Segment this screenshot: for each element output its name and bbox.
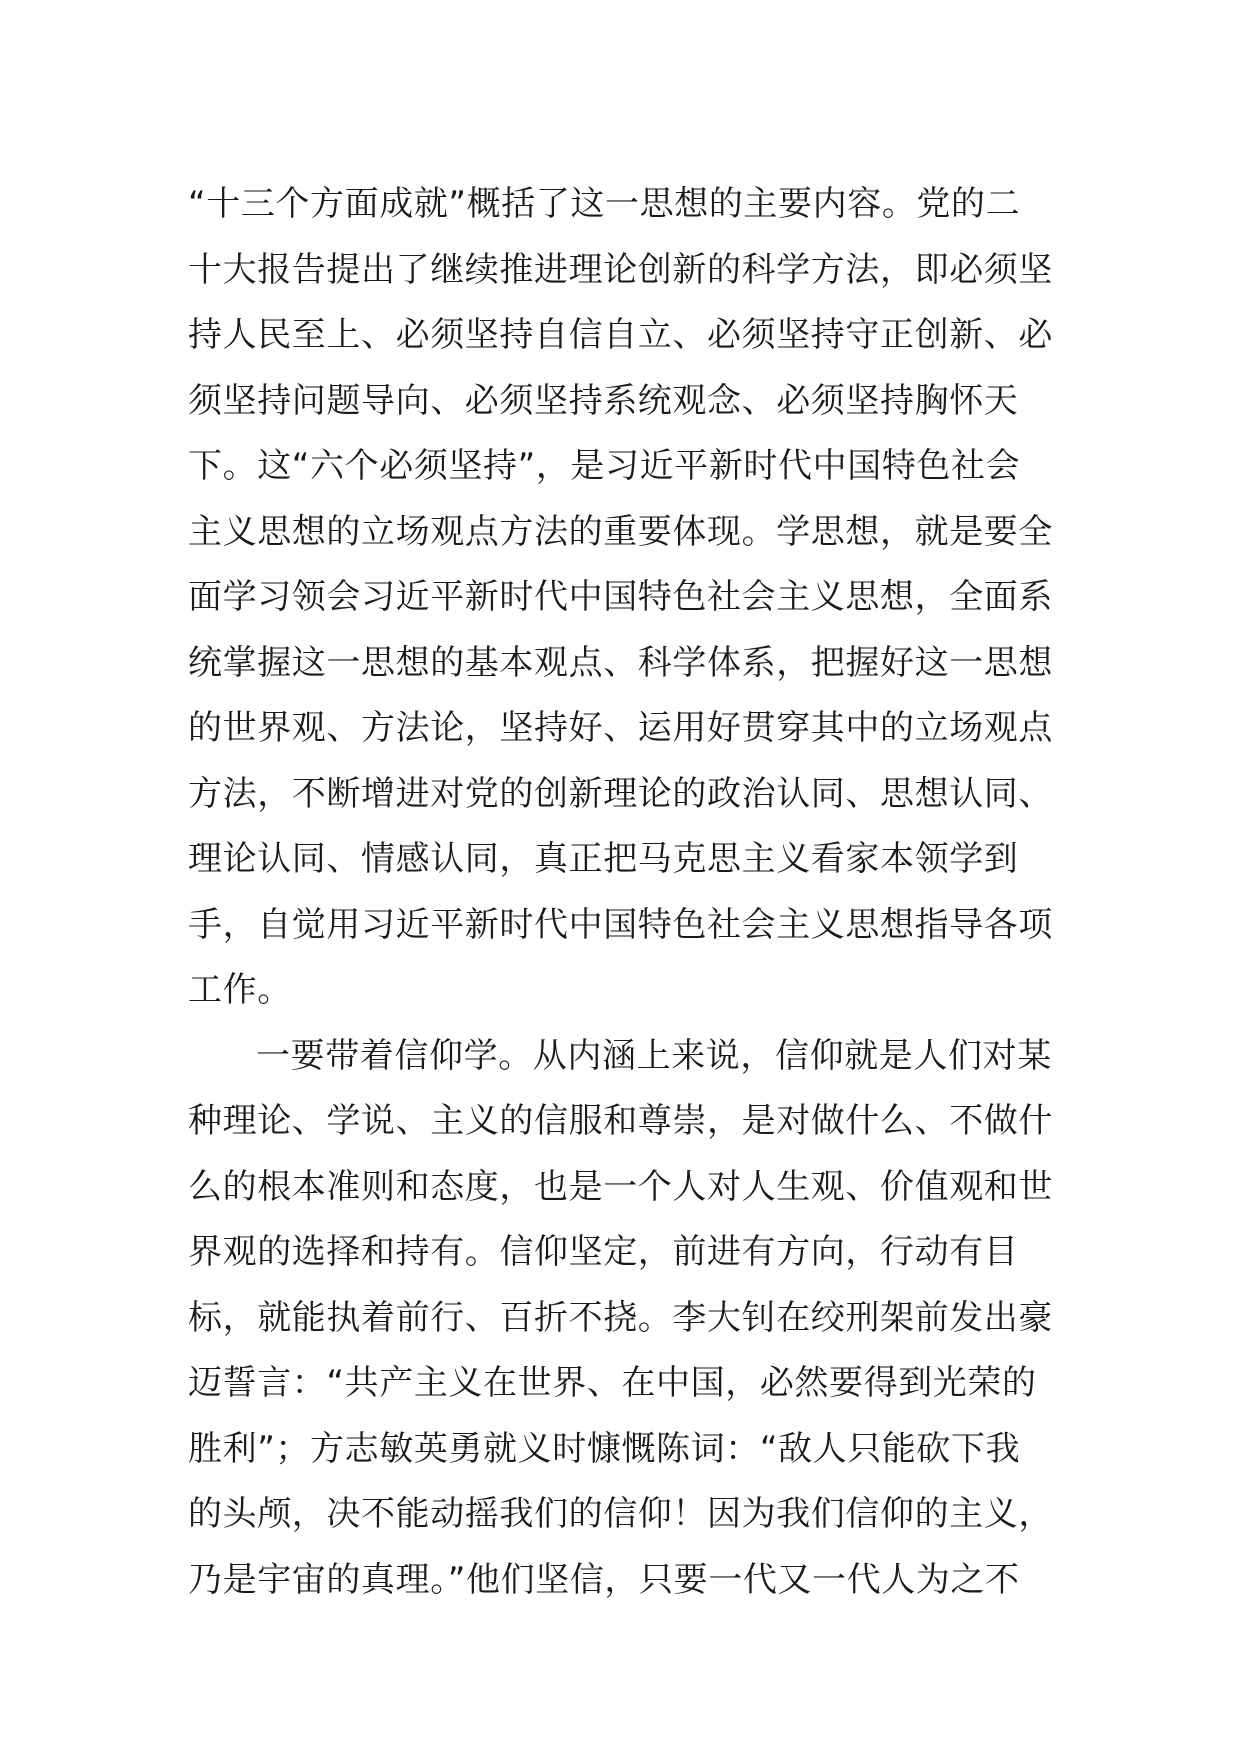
body-text	[188, 172, 1060, 1613]
text-line: 一要带着信仰学。从内涵上来说，信仰就是人们对某	[256, 1035, 1052, 1076]
text-line: 标，就能执着前行、百折不挠。李大钊在绞刑架前发出豪	[188, 1297, 1053, 1338]
text-line: 下。这“六个必须坚持”，是习近平新时代中国特色社会	[188, 446, 1021, 486]
text-line: 乃是宇宙的真理。”他们坚信，只要一代又一代人为之不	[188, 1559, 1020, 1600]
text-line: 迈誓言：“共产主义在世界、在中国，必然要得到光荣的	[188, 1363, 1037, 1403]
paragraph-1	[188, 172, 1060, 1024]
text-line: 胜利”；方志敏英勇就义时慷慨陈词：“敌人只能砍下我	[188, 1428, 1021, 1469]
text-line: 须坚持问题导向、必须坚持系统观念、必须坚持胸怀天	[188, 380, 1019, 421]
text-line: 面学习领会习近平新时代中国特色社会主义思想，全面系	[188, 577, 1053, 617]
text-line: 统掌握这一思想的基本观点、科学体系，把握好这一思想	[188, 642, 1053, 683]
text-line: 的世界观、方法论，坚持好、运用好贯穿其中的立场观点	[188, 708, 1053, 748]
text-line: 方法，不断增进对党的创新理论的政治认同、思想认同、	[188, 773, 1053, 814]
text-line: 界观的选择和持有。信仰坚定，前进有方向，行动有目	[188, 1232, 1019, 1272]
text-line: 手，自觉用习近平新时代中国特色社会主义思想指导各项	[188, 904, 1053, 945]
text-line: 么的根本准则和态度，也是一个人对人生观、价值观和世	[188, 1166, 1053, 1207]
text-line: 种理论、学说、主义的信服和尊崇，是对做什么、不做什	[188, 1101, 1053, 1141]
text-line: 工作。	[188, 970, 292, 1010]
text-line: 持人民至上、必须坚持自信自立、必须坚持守正创新、必	[188, 315, 1053, 355]
paragraph-2	[188, 1024, 1060, 1614]
text-line: 理论认同、情感认同，真正把马克思主义看家本领学到	[188, 839, 1019, 879]
text-line: 十大报告提出了继续推进理论创新的科学方法，即必须坚	[188, 249, 1053, 290]
text-line: 主义思想的立场观点方法的重要体现。学思想，就是要全	[188, 511, 1053, 552]
text-line: 的头颅，决不能动摇我们的信仰！因为我们信仰的主义，	[188, 1494, 1053, 1534]
text-line: “十三个方面成就”概括了这一思想的主要内容。党的二	[188, 184, 1021, 224]
